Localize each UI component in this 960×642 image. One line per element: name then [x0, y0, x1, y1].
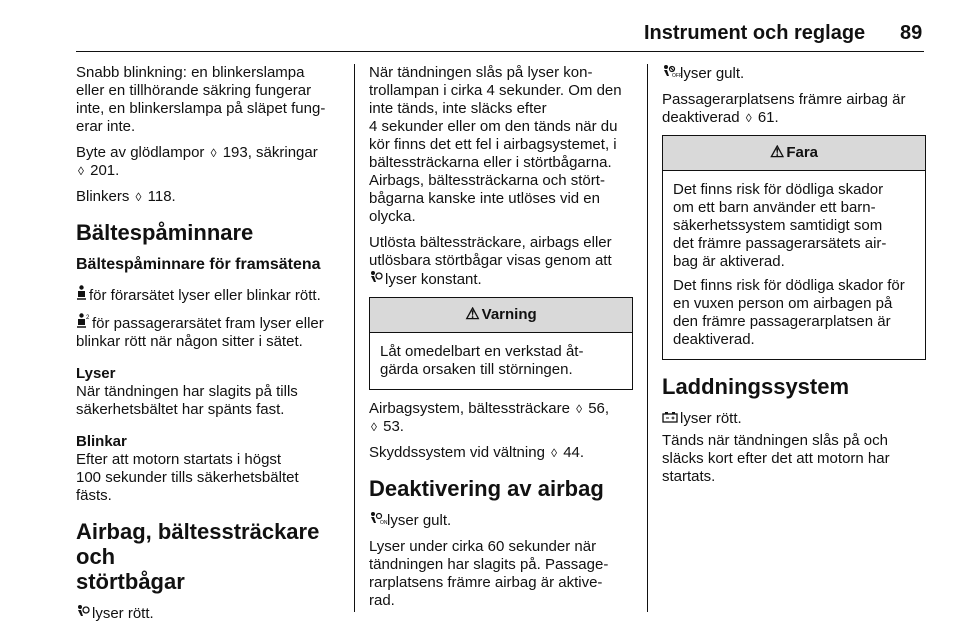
text: lyser rött. [92, 605, 154, 622]
paragraph-charge-info: Tänds när tändningen slås på och släcks kort efter det att motorn har startats. [662, 432, 890, 485]
text: för förarsätet lyser eller blinkar rött. [89, 287, 321, 304]
warning-box-body [370, 333, 632, 389]
airbag-off-icon [662, 64, 682, 82]
text: lyser konstant. [385, 271, 482, 288]
warning-box-header [370, 298, 632, 333]
paragraph-airbag-red [76, 604, 344, 623]
danger-text-2: Det finns risk för dödliga skador för en vuxen person om airbagen på den främre passagerarplatsen är deaktiverad. [673, 277, 905, 348]
seatbelt-icon [76, 285, 87, 304]
paragraph-bulb-ref [76, 144, 344, 180]
reference-icon: ◊ [551, 446, 558, 460]
paragraph-fast-blink: Snabb blinkning: en blinkerslampa eller en tillhörande säkring fungerar inte, en blinkerslampa på släpet fung- erar inte. [76, 64, 326, 135]
header-divider [76, 51, 924, 52]
text: 118. [147, 188, 176, 205]
text: Byte av glödlampor [76, 144, 205, 161]
text: 53. [383, 418, 404, 435]
paragraph-driver-belt [76, 285, 344, 305]
paragraph-triggered [369, 234, 633, 289]
text: Airbagsystem, bältessträckare [369, 400, 570, 417]
paragraph-blinkers-ref [76, 188, 344, 206]
text: för passagerarsätet fram lyser eller blinkar rött när någon sitter i sätet. [76, 315, 324, 350]
seatbelt-passenger-icon [76, 313, 90, 332]
paragraph-deact-info: Lyser under cirka 60 sekunder när tändningen har slagits på. Passage- rarplatsens främre airbag är aktive- rad. [369, 538, 609, 609]
warning-title: Varning [481, 306, 537, 323]
airbag-icon [76, 604, 90, 622]
page-header-title: Instrument och reglage [644, 22, 866, 44]
heading-deactivation: Deaktivering av airbag [369, 476, 604, 501]
text: 61. [757, 109, 779, 126]
reference-icon: ◊ [210, 146, 217, 160]
reference-icon: ◊ [78, 164, 84, 178]
danger-box-header [663, 136, 925, 171]
text: lyser gult. [680, 65, 745, 82]
subheading-belt-front: Bältespåminnare för framsätena [76, 256, 321, 273]
warning-icon: ⚠ [769, 144, 785, 161]
text: Utlösta bältessträckare, airbags eller utlösbara störtbågar visas genom att [369, 234, 612, 269]
danger-text-1: Det finns risk för dödliga skador om ett barn använder ett barn- säkerhetssystem samtidigt som det främre passagerarsätets air- bag är aktiverad. [673, 181, 887, 270]
warning-text: Låt omedelbart en verkstad åt- gärda orsaken till störningen. [380, 343, 584, 378]
reference-icon: ◊ [371, 420, 377, 434]
paragraph-lyser: När tändningen har slagits på tills säkerhetsbältet har spänts fast. [76, 383, 298, 418]
column-divider [354, 64, 355, 612]
text: 193, säkringar [222, 144, 318, 161]
paragraph-deactivated [662, 91, 926, 127]
danger-box [662, 135, 926, 360]
warning-icon: ⚠ [465, 306, 480, 323]
reference-icon: ◊ [135, 190, 142, 204]
text: Passagerarplatsens främre airbag är deaktiverad [662, 91, 906, 126]
svg-text:2: 2 [86, 315, 90, 321]
battery-icon [662, 409, 678, 427]
text: lyser gult. [387, 512, 452, 529]
paragraph-rollover-ref [369, 444, 633, 462]
paragraph-blinkar: Efter att motorn startats i högst 100 sekunder tills säkerhetsbältet fästs. [76, 451, 299, 504]
paragraph-airbag-check: När tändningen slås på lyser kon- trollampan i cirka 4 sekunder. Om den inte tänds, inte släcks efter 4 sekunder eller om den tänds när du kör finns det ett fel i airbagsystemet, i bältessträckarna eller i störtbågarna. Airbags, bältessträckarna och stört- bågarna kanske inte utlöses vid en olycka. [369, 64, 622, 225]
heading-charging: Laddningssystem [662, 374, 850, 399]
column-left [76, 64, 344, 631]
reference-icon: ◊ [576, 402, 583, 416]
airbag-icon [369, 270, 383, 288]
svg-text:ON: ON [380, 520, 388, 526]
reference-icon: ◊ [745, 111, 752, 125]
svg-text:OFF: OFF [672, 73, 682, 79]
column-right [662, 64, 926, 494]
text: 56, [588, 400, 610, 417]
danger-box-body [663, 171, 925, 359]
column-middle [369, 64, 633, 618]
heading-belt-reminder: Bältespåminnare [76, 220, 254, 245]
paragraph-airbag-off-icon [662, 64, 926, 83]
column-divider [647, 64, 648, 612]
subheading-lyser: Lyser [76, 365, 116, 382]
page-number: 89 [900, 22, 923, 44]
text: lyser rött. [680, 410, 742, 427]
paragraph-deact-icon [369, 511, 633, 530]
text: Skyddssystem vid vältning [369, 444, 545, 461]
text: Blinkers [76, 188, 130, 205]
text: 201. [90, 162, 120, 179]
paragraph-charge-icon [662, 409, 926, 428]
subheading-blinkar: Blinkar [76, 433, 127, 450]
danger-title: Fara [786, 144, 819, 161]
airbag-on-icon [369, 511, 388, 529]
warning-box [369, 297, 633, 390]
paragraph-airbag-refs [369, 400, 633, 436]
text: 44. [563, 444, 585, 461]
paragraph-passenger-belt [76, 313, 344, 351]
heading-airbag: Airbag, bältessträckare och störtbågar [76, 519, 320, 594]
